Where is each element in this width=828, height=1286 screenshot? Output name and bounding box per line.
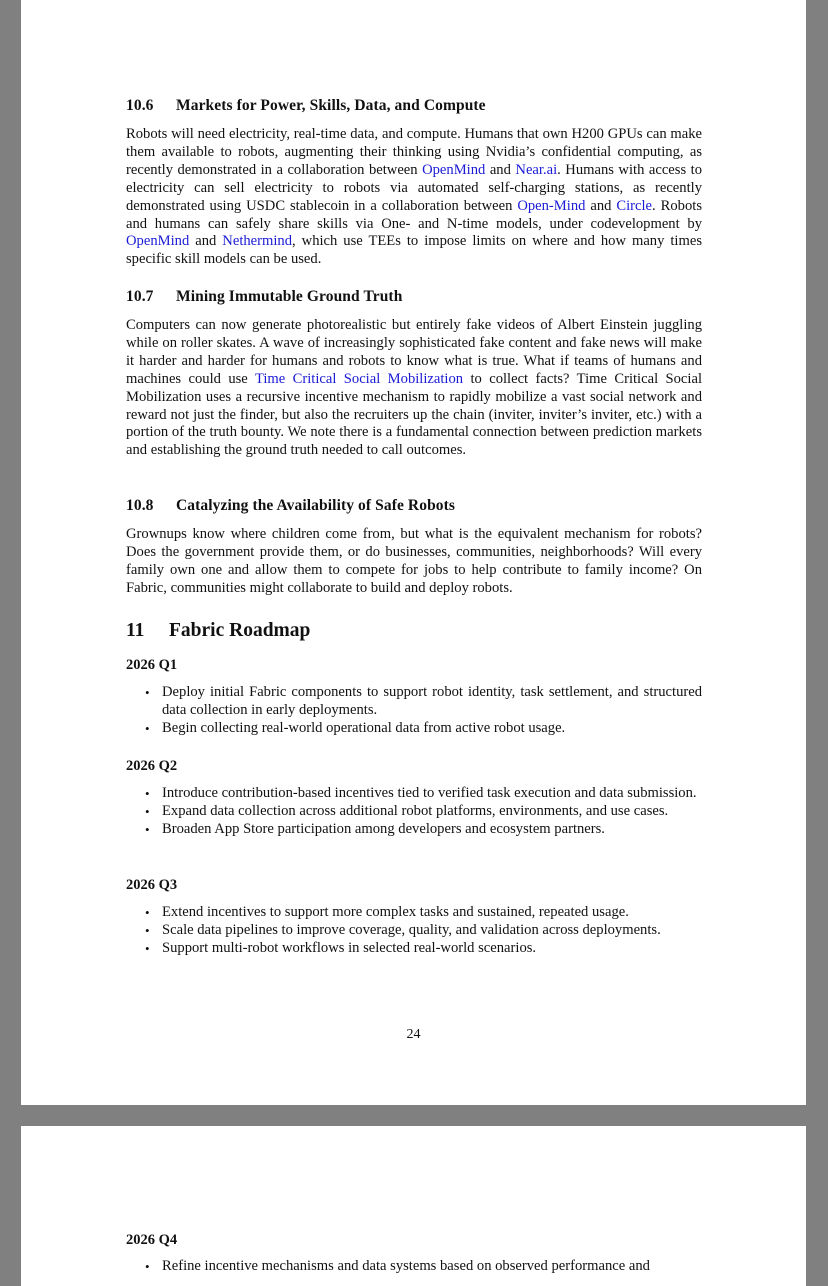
list-item: • Support multi-robot workflows in selected real-world scenarios.: [126, 940, 702, 958]
section-paragraph-10-6: [126, 126, 702, 269]
section-heading-10-8: [126, 497, 455, 515]
quarter-heading-q3: 2026 Q3: [126, 877, 178, 893]
pdf-page-24: [21, 0, 806, 1105]
paragraph-text: to collect facts? Time Critical Social Mobilization uses a recursive incentive mechanism to rapidly mobilize a vast social network and reward not just the finder, but also the recruiters up the chain (inviter, inviter’s inviter, etc.) with a portion of the truth bounty. We note there is a fundamental connection between prediction markets and establishing the ground truth needed to call outcomes.: [126, 370, 702, 459]
inline-link-openmind[interactable]: OpenMind: [126, 233, 190, 250]
section-paragraph-10-7: [126, 317, 702, 460]
inline-link-open-mind[interactable]: Open-Mind: [517, 197, 586, 214]
quarter-list-q2: [126, 785, 702, 839]
section-number: 10.7: [126, 288, 154, 305]
section-title: Mining Immutable Ground Truth: [176, 288, 403, 305]
quarter-list-q1: [126, 684, 702, 738]
inline-link-openmind[interactable]: OpenMind: [422, 161, 486, 178]
section-heading-10-7: [126, 288, 402, 306]
inline-link-near-ai[interactable]: Near.ai: [515, 161, 558, 178]
quarter-heading-q1: 2026 Q1: [126, 657, 178, 673]
section-paragraph-10-8: [126, 526, 702, 598]
list-item: • Broaden App Store participation among developers and ecosystem partners.: [126, 821, 702, 839]
paragraph-text: . Humans with access to electricity can sell electricity to robots via automated self-charging stations, as recently demonstrated using USDC stablecoin in a collaboration between: [126, 161, 703, 214]
page-number: 24: [406, 1027, 421, 1042]
quarter-list-q4: [126, 1258, 702, 1276]
inline-link-time-critical-social-mobilization[interactable]: Time Critical Social Mobilization: [254, 370, 464, 387]
section-number: 10.6: [126, 97, 154, 114]
paragraph-text: Grownups know where children come from, but what is the equivalent mechanism for robots? Does the government provide them, or do businesses, communities, neighborhoods? Will every family own one and allow them to compete for jobs to help contribute to family income? On Fabric, communities might collaborate to build and deploy robots.: [126, 526, 702, 596]
quarter-list-q3: [126, 904, 702, 958]
list-item: • Scale data pipelines to improve coverage, quality, and validation across deployments.: [126, 922, 702, 940]
quarter-heading-q2: 2026 Q2: [126, 758, 178, 774]
list-item: • Introduce contribution-based incentives tied to verified task execution and data submission.: [126, 785, 702, 803]
section-title: Markets for Power, Skills, Data, and Compute: [176, 97, 486, 114]
quarter-heading-q4: 2026 Q4: [126, 1232, 178, 1248]
list-item: • Refine incentive mechanisms and data systems based on observed performance and: [126, 1258, 702, 1276]
paragraph-text: and: [485, 161, 516, 178]
list-item: • Deploy initial Fabric components to support robot identity, task settlement, and structured data collection in early deployments.: [126, 684, 702, 720]
list-item: • Expand data collection across additional robot platforms, environments, and use cases.: [126, 803, 702, 821]
paragraph-text: and: [585, 197, 617, 214]
paragraph-text: Robots will need electricity, real-time data, and compute. Humans that own H200 GPUs can make them available to robots, augmenting their thinking using Nvidia’s confidential computing, as recently demonstrated in a collaboration between: [126, 126, 702, 178]
paragraph-text: and: [189, 233, 223, 250]
chapter-heading-11: [126, 620, 310, 642]
paragraph-text: , which use TEEs to impose limits on where and how many times specific skill models can be used.: [126, 233, 702, 268]
list-item: • Extend incentives to support more complex tasks and sustained, repeated usage.: [126, 904, 702, 922]
list-item: • Begin collecting real-world operational data from active robot usage.: [126, 720, 702, 738]
inline-link-nethermind[interactable]: Nethermind: [222, 233, 293, 250]
section-number: 10.8: [126, 497, 154, 514]
paragraph-text: Computers can now generate photorealistic but entirely fake videos of Albert Einstein juggling while on roller skates. A wave of increasingly sophisticated fake content and fake news will make it harder and harder for humans and robots to know what is true. What if teams of humans and machines could use: [126, 317, 702, 387]
inline-link-circle[interactable]: Circle: [616, 197, 653, 214]
pdf-page-25: [21, 1126, 806, 1286]
section-heading-10-6: [126, 97, 486, 115]
chapter-number: 11: [126, 620, 145, 641]
paragraph-text: . Robots and humans can safely share skills via One- and N-time models, under codevelopment by: [126, 197, 702, 232]
section-title: Catalyzing the Availability of Safe Robots: [176, 497, 456, 514]
chapter-title: Fabric Roadmap: [169, 620, 311, 641]
